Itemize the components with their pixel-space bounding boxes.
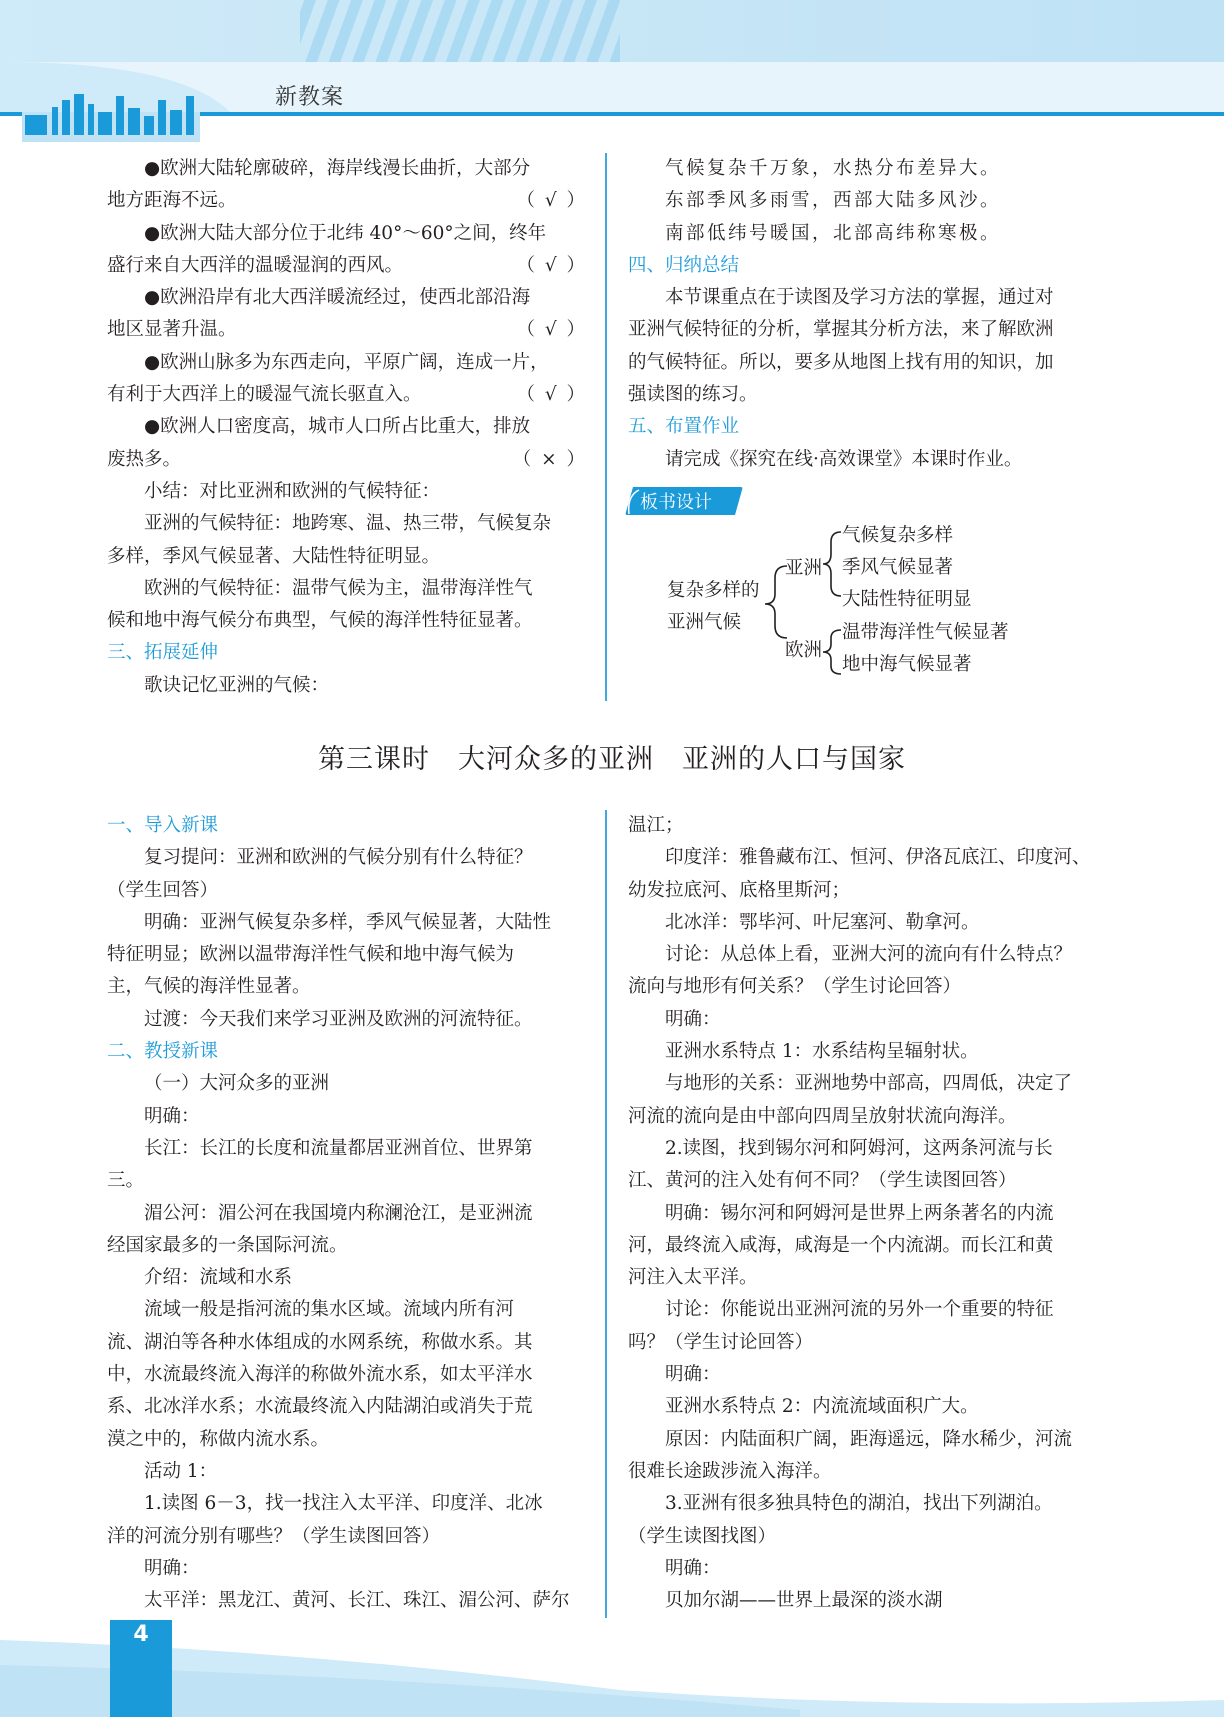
text-line: 明确：锡尔河和阿姆河是世界上两条著名的内流	[665, 1202, 1054, 1224]
text-line: 系、北冰洋水系；水流最终流入内陆湖泊或消失于荒	[107, 1396, 533, 1418]
text-line: ●欧洲大陆大部分位于北纬 40°～60°之间，终年	[144, 222, 547, 244]
judgment-line	[107, 185, 587, 217]
text-line: 候和地中海气候分布典型，气候的海洋性特征显著。	[107, 610, 533, 632]
section-heading: 四、归纳总结	[628, 254, 740, 276]
answer-mark: （ × ）	[512, 448, 587, 470]
answer-mark: （ √ ）	[516, 254, 587, 276]
text-line: 河注入太平洋。	[628, 1267, 758, 1289]
board-asia: 亚洲	[785, 558, 823, 579]
board-root-line1: 复杂多样的	[667, 580, 760, 601]
text-line: 幼发拉底河、底格里斯河；	[628, 879, 851, 901]
text-line: 1.读图 6－3，找一找注入太平洋、印度洋、北冰	[144, 1493, 543, 1515]
text-line: 北冰洋：鄂毕河、叶尼塞河、勒拿河。	[665, 911, 980, 933]
text-line: 与地形的关系：亚洲地势中部高，四周低，决定了	[665, 1073, 1073, 1095]
text-line: 亚洲气候特征的分析，掌握其分析方法，来了解欧洲	[628, 319, 1054, 341]
text-line: 请完成《探究在线·高效课堂》本课时作业。	[665, 448, 1023, 470]
text-line: 湄公河：湄公河在我国境内称澜沧江，是亚洲流	[144, 1202, 533, 1224]
statement-text: 盛行来自大西洋的温暖湿润的西风。	[107, 254, 404, 276]
board-root-line2: 亚洲气候	[667, 612, 742, 633]
text-line: ●欧洲山脉多为东西走向，平原广阔，连成一片，	[144, 351, 549, 373]
text-line: 经国家最多的一条国际河流。	[107, 1234, 348, 1256]
text-line: 明确：	[665, 1008, 721, 1030]
text-line: 强读图的练习。	[628, 384, 758, 406]
text-line: 流域一般是指河流的集水区域。流域内所有河	[144, 1299, 515, 1321]
text-line: 本节课重点在于读图及学习方法的掌握，通过对	[665, 287, 1054, 309]
text-line: 很难长途跋涉流入海洋。	[628, 1460, 832, 1482]
board-design	[665, 518, 1065, 688]
board-europe-item: 地中海气候显著	[842, 654, 972, 675]
poem-line: 南部低纬号暖国，北部高纬称寒极。	[665, 222, 1002, 244]
text-line: 流向与地形有何关系？（学生讨论回答）	[628, 976, 962, 998]
bottom-left-column	[107, 810, 587, 1617]
page-number: 4	[133, 1622, 149, 1647]
board-asia-item: 季风气候显著	[842, 557, 954, 578]
text-line: 主，气候的海洋性显著。	[107, 976, 311, 998]
text-line: 原因：内陆面积广阔，距海遥远，降水稀少，河流	[665, 1428, 1073, 1450]
answer-mark: （ √ ）	[516, 319, 587, 341]
text-line: 复习提问：亚洲和欧洲的气候分别有什么特征？	[144, 847, 533, 869]
poem-line: 东部季风多雨雪，西部大陆多风沙。	[665, 190, 1002, 212]
section-heading: 三、拓展延伸	[107, 642, 219, 664]
text-line: 温江；	[628, 815, 684, 836]
text-line: 三。	[107, 1170, 145, 1192]
board-design-tag	[625, 484, 743, 518]
statement-text: 地区显著升温。	[107, 319, 237, 341]
top-right-column	[628, 153, 1106, 476]
section-heading: 二、教授新课	[107, 1041, 219, 1063]
board-europe-item: 温带海洋性气候显著	[842, 622, 1009, 643]
judgment-line	[107, 250, 587, 282]
statement-text: 废热多。	[107, 448, 182, 470]
column-divider	[605, 153, 607, 701]
text-line: 中，水流最终流入海洋的称做外流水系，如太平洋水	[107, 1364, 533, 1386]
header-title: 新教案	[275, 85, 345, 110]
text-line: 明确：	[144, 1557, 200, 1579]
text-line: （学生读图找图）	[628, 1525, 777, 1547]
text-line: 江、黄河的注入处有何不同？（学生读图回答）	[628, 1170, 1017, 1192]
text-line: 3.亚洲有很多独具特色的湖泊，找出下列湖泊。	[665, 1493, 1053, 1515]
text-line: 吗？（学生讨论回答）	[628, 1331, 814, 1353]
text-line: ●欧洲人口密度高，城市人口所占比重大，排放	[144, 416, 531, 438]
text-line: 明确：	[665, 1557, 721, 1579]
judgment-line	[107, 444, 587, 476]
judgment-line	[107, 314, 587, 346]
text-line: （学生回答）	[107, 879, 219, 901]
header-banner	[0, 0, 1224, 148]
bottom-right-column	[628, 810, 1106, 1617]
text-line: 讨论：从总体上看，亚洲大河的流向有什么特点？	[665, 944, 1073, 966]
text-line: 特征明显；欧洲以温带海洋性气候和地中海气候为	[107, 944, 515, 966]
board-asia-item: 气候复杂多样	[842, 525, 954, 546]
text-line: ●欧洲沿岸有北大西洋暖流经过，使西北部沿海	[144, 287, 531, 309]
poem-line: 气候复杂千万象，水热分布差异大。	[665, 158, 1002, 179]
text-line: ●欧洲大陆轮廓破碎，海岸线漫长曲折，大部分	[144, 158, 531, 179]
text-line: 明确：	[665, 1364, 721, 1386]
statement-text: 有利于大西洋上的暖湿气流长驱直入。	[107, 384, 422, 406]
text-line: 小结：对比亚洲和欧洲的气候特征：	[144, 480, 441, 502]
board-europe: 欧洲	[785, 640, 823, 661]
answer-mark: （ √ ）	[516, 384, 587, 406]
text-line: 欧洲的气候特征：温带气候为主，温带海洋性气	[144, 577, 533, 599]
board-tag-label: 板书设计	[640, 492, 712, 513]
lesson-title: 第三课时 大河众多的亚洲 亚洲的人口与国家	[318, 744, 906, 775]
text-line: 多样，季风气候显著、大陆性特征明显。	[107, 545, 441, 567]
column-divider	[605, 810, 607, 1618]
statement-text: 地方距海不远。	[107, 190, 237, 212]
text-line: 介绍：流域和水系	[144, 1267, 293, 1289]
text-line: 明确：	[144, 1105, 200, 1127]
text-line: 讨论：你能说出亚洲河流的另外一个重要的特征	[665, 1299, 1054, 1321]
text-line: 贝加尔湖——世界上最深的淡水湖	[665, 1590, 943, 1612]
text-line: 亚洲水系特点 2：内流流域面积广大。	[665, 1396, 979, 1418]
text-line: 流、湖泊等各种水体组成的水网系统，称做水系。其	[107, 1331, 533, 1353]
text-line: 洋的河流分别有哪些？（学生读图回答）	[107, 1525, 441, 1547]
section-heading: 一、导入新课	[107, 815, 219, 836]
text-line: 明确：亚洲气候复杂多样，季风气候显著，大陆性	[144, 911, 552, 933]
section-heading: 五、布置作业	[628, 416, 740, 438]
text-line: 的气候特征。所以，要多从地图上找有用的知识，加	[628, 351, 1054, 373]
text-line: 亚洲水系特点 1：水系结构呈辐射状。	[665, 1041, 979, 1063]
board-asia-item: 大陆性特征明显	[842, 589, 972, 610]
top-left-column	[107, 153, 587, 702]
text-line: 过渡：今天我们来学习亚洲及欧洲的河流特征。	[144, 1008, 533, 1030]
answer-mark: （ √ ）	[516, 190, 587, 212]
text-line: 漠之中的，称做内流水系。	[107, 1428, 330, 1450]
text-line: 印度洋：雅鲁藏布江、恒河、伊洛瓦底江、印度河、	[665, 847, 1091, 869]
text-line: 太平洋：黑龙江、黄河、长江、珠江、湄公河、萨尔	[144, 1590, 570, 1612]
text-line: 河流的流向是由中部向四周呈放射状流向海洋。	[628, 1105, 1017, 1127]
text-line: （一）大河众多的亚洲	[144, 1073, 330, 1095]
text-line: 2.读图，找到锡尔河和阿姆河，这两条河流与长	[665, 1137, 1053, 1159]
judgment-line	[107, 379, 587, 411]
text-line: 河，最终流入咸海，咸海是一个内流湖。而长江和黄	[628, 1234, 1054, 1256]
text-line: 活动 1：	[144, 1460, 218, 1482]
text-line: 长江：长江的长度和流量都居亚洲首位、世界第	[144, 1137, 533, 1159]
text-line: 亚洲的气候特征：地跨寒、温、热三带，气候复杂	[144, 513, 552, 535]
text-line: 歌诀记忆亚洲的气候：	[144, 674, 330, 696]
footer-band	[0, 1620, 1224, 1717]
